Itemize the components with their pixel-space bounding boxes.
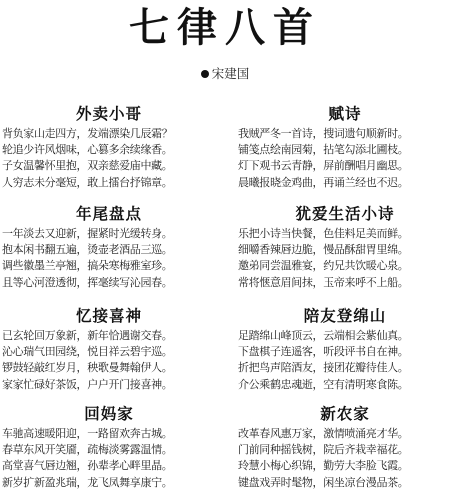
- poem-line: 细嚼香辣唇边脆，慢品酥甜胃里绵。: [238, 243, 409, 257]
- poem-line: 下盘棋子连遥客，听段评书自在神。: [238, 345, 409, 359]
- poem-line: 背负家山走四方，发端漂染几辰霜？: [2, 127, 173, 140]
- poem-line: 且等心河澄透彻，挥毫续写沁园春。: [2, 275, 173, 289]
- poem-title: 年尾盘点: [75, 205, 142, 223]
- poem-line: 子女温馨怀里抱，双亲慈爱庙中藏。: [2, 159, 173, 173]
- poem-line: 玲慧小梅心织锦，勤劳大李脸飞霞。: [238, 459, 409, 473]
- poem-block: [238, 404, 450, 491]
- poem-line: 介公乘鹤忠魂逝，空有清明寒食陈。: [238, 377, 409, 391]
- poem-block: [2, 404, 216, 491]
- poem-title: 新农家: [320, 405, 370, 423]
- poem-title: 赋诗: [328, 105, 362, 123]
- author-name: 宋建国: [211, 66, 250, 81]
- poem-block: [238, 306, 450, 393]
- poem-line: 常将惬意眉间抹，玉帝来呼不上船。: [238, 275, 409, 289]
- poem-block: [2, 306, 216, 393]
- poem-title: 陪友登绵山: [303, 307, 387, 325]
- poem-line: 轮追少许风烟味，心篡多余续缘香。: [2, 143, 173, 157]
- poem-line: 调些徽墨兰亭翘，搞朵寒梅雅室珍。: [2, 259, 173, 273]
- poem-line: 晨曦报晓金鸡曲，再诵兰经也不迟。: [238, 175, 409, 189]
- poem-line: 改革春风惠万家，激情喷涌亮才华。: [238, 427, 409, 440]
- author-byline: [0, 66, 450, 82]
- poem-line: 抱本闲书翻五遍，烫壶老酒品三巡。: [2, 243, 173, 257]
- poem-line: 邀弟同尝温雅宴，约兄共饮暖心泉。: [238, 259, 409, 273]
- poem-line: 新岁扩新盈兆瑞，龙飞凤舞享康宁。: [2, 475, 173, 489]
- poem-line: 一年淡去又迎新，握紧时光缓转身。: [2, 227, 173, 240]
- poem-block: [238, 104, 450, 191]
- poem-line: 键盘戏弄时髦物，闲坐凉台漫品茶。: [238, 475, 409, 489]
- poem-line: 已玄轮回万象新，新年恰遇谢交春。: [2, 329, 173, 342]
- poem-line: 家家忙碌好茶饭，户户开门接喜神。: [2, 377, 173, 391]
- poem-line: 人穷志未分毫短，敢上擂台抒锦章。: [2, 175, 173, 189]
- poem-line: 灯下观书云青静，屏前酬唱月幽思。: [238, 159, 409, 173]
- poem-title: 忆接喜神: [75, 307, 142, 325]
- poem-line: 沁心瑞气田园绕，悦目祥云碧宇巡。: [2, 345, 173, 359]
- poem-block: [2, 104, 216, 191]
- poem-line: 锣鼓轻敲红岁月，秧歌曼舞翰伊人。: [2, 361, 173, 375]
- poem-line: 乐把小诗当快餐，色佳料足美而鲜。: [238, 227, 409, 240]
- poem-title: 犹爱生活小诗: [295, 205, 395, 223]
- poem-block: [2, 204, 216, 291]
- poem-title: 回妈家: [84, 405, 134, 423]
- poem-line: 折把鸟声陪酒友，接团花瓣待佳人。: [238, 361, 409, 375]
- page-title: 七律八首: [129, 5, 321, 51]
- poem-line: 足踏绵山峰顶云，云端相会紫仙真。: [238, 329, 409, 342]
- poem-line: 门前同种摇钱树，院后齐栽幸福花。: [238, 443, 409, 457]
- poem-line: 高堂喜气唇边翘，孙辈孝心畔里晶。: [2, 459, 173, 473]
- poem-line: 我贼严冬一首诗，搜词遗句顺新时。: [238, 127, 409, 140]
- poem-title: 外卖小哥: [75, 105, 142, 123]
- poem-block: [238, 204, 450, 291]
- poem-line: 铺笺点绘南园菊，拈笔勾添北圃枝。: [238, 143, 409, 157]
- poem-line: 车驰高速暖阳迎，一路留欢奔古城。: [2, 427, 173, 440]
- poem-line: 春草东风开笑靥，疏梅淡雾露温情。: [2, 443, 173, 457]
- bullet-icon: [201, 70, 209, 78]
